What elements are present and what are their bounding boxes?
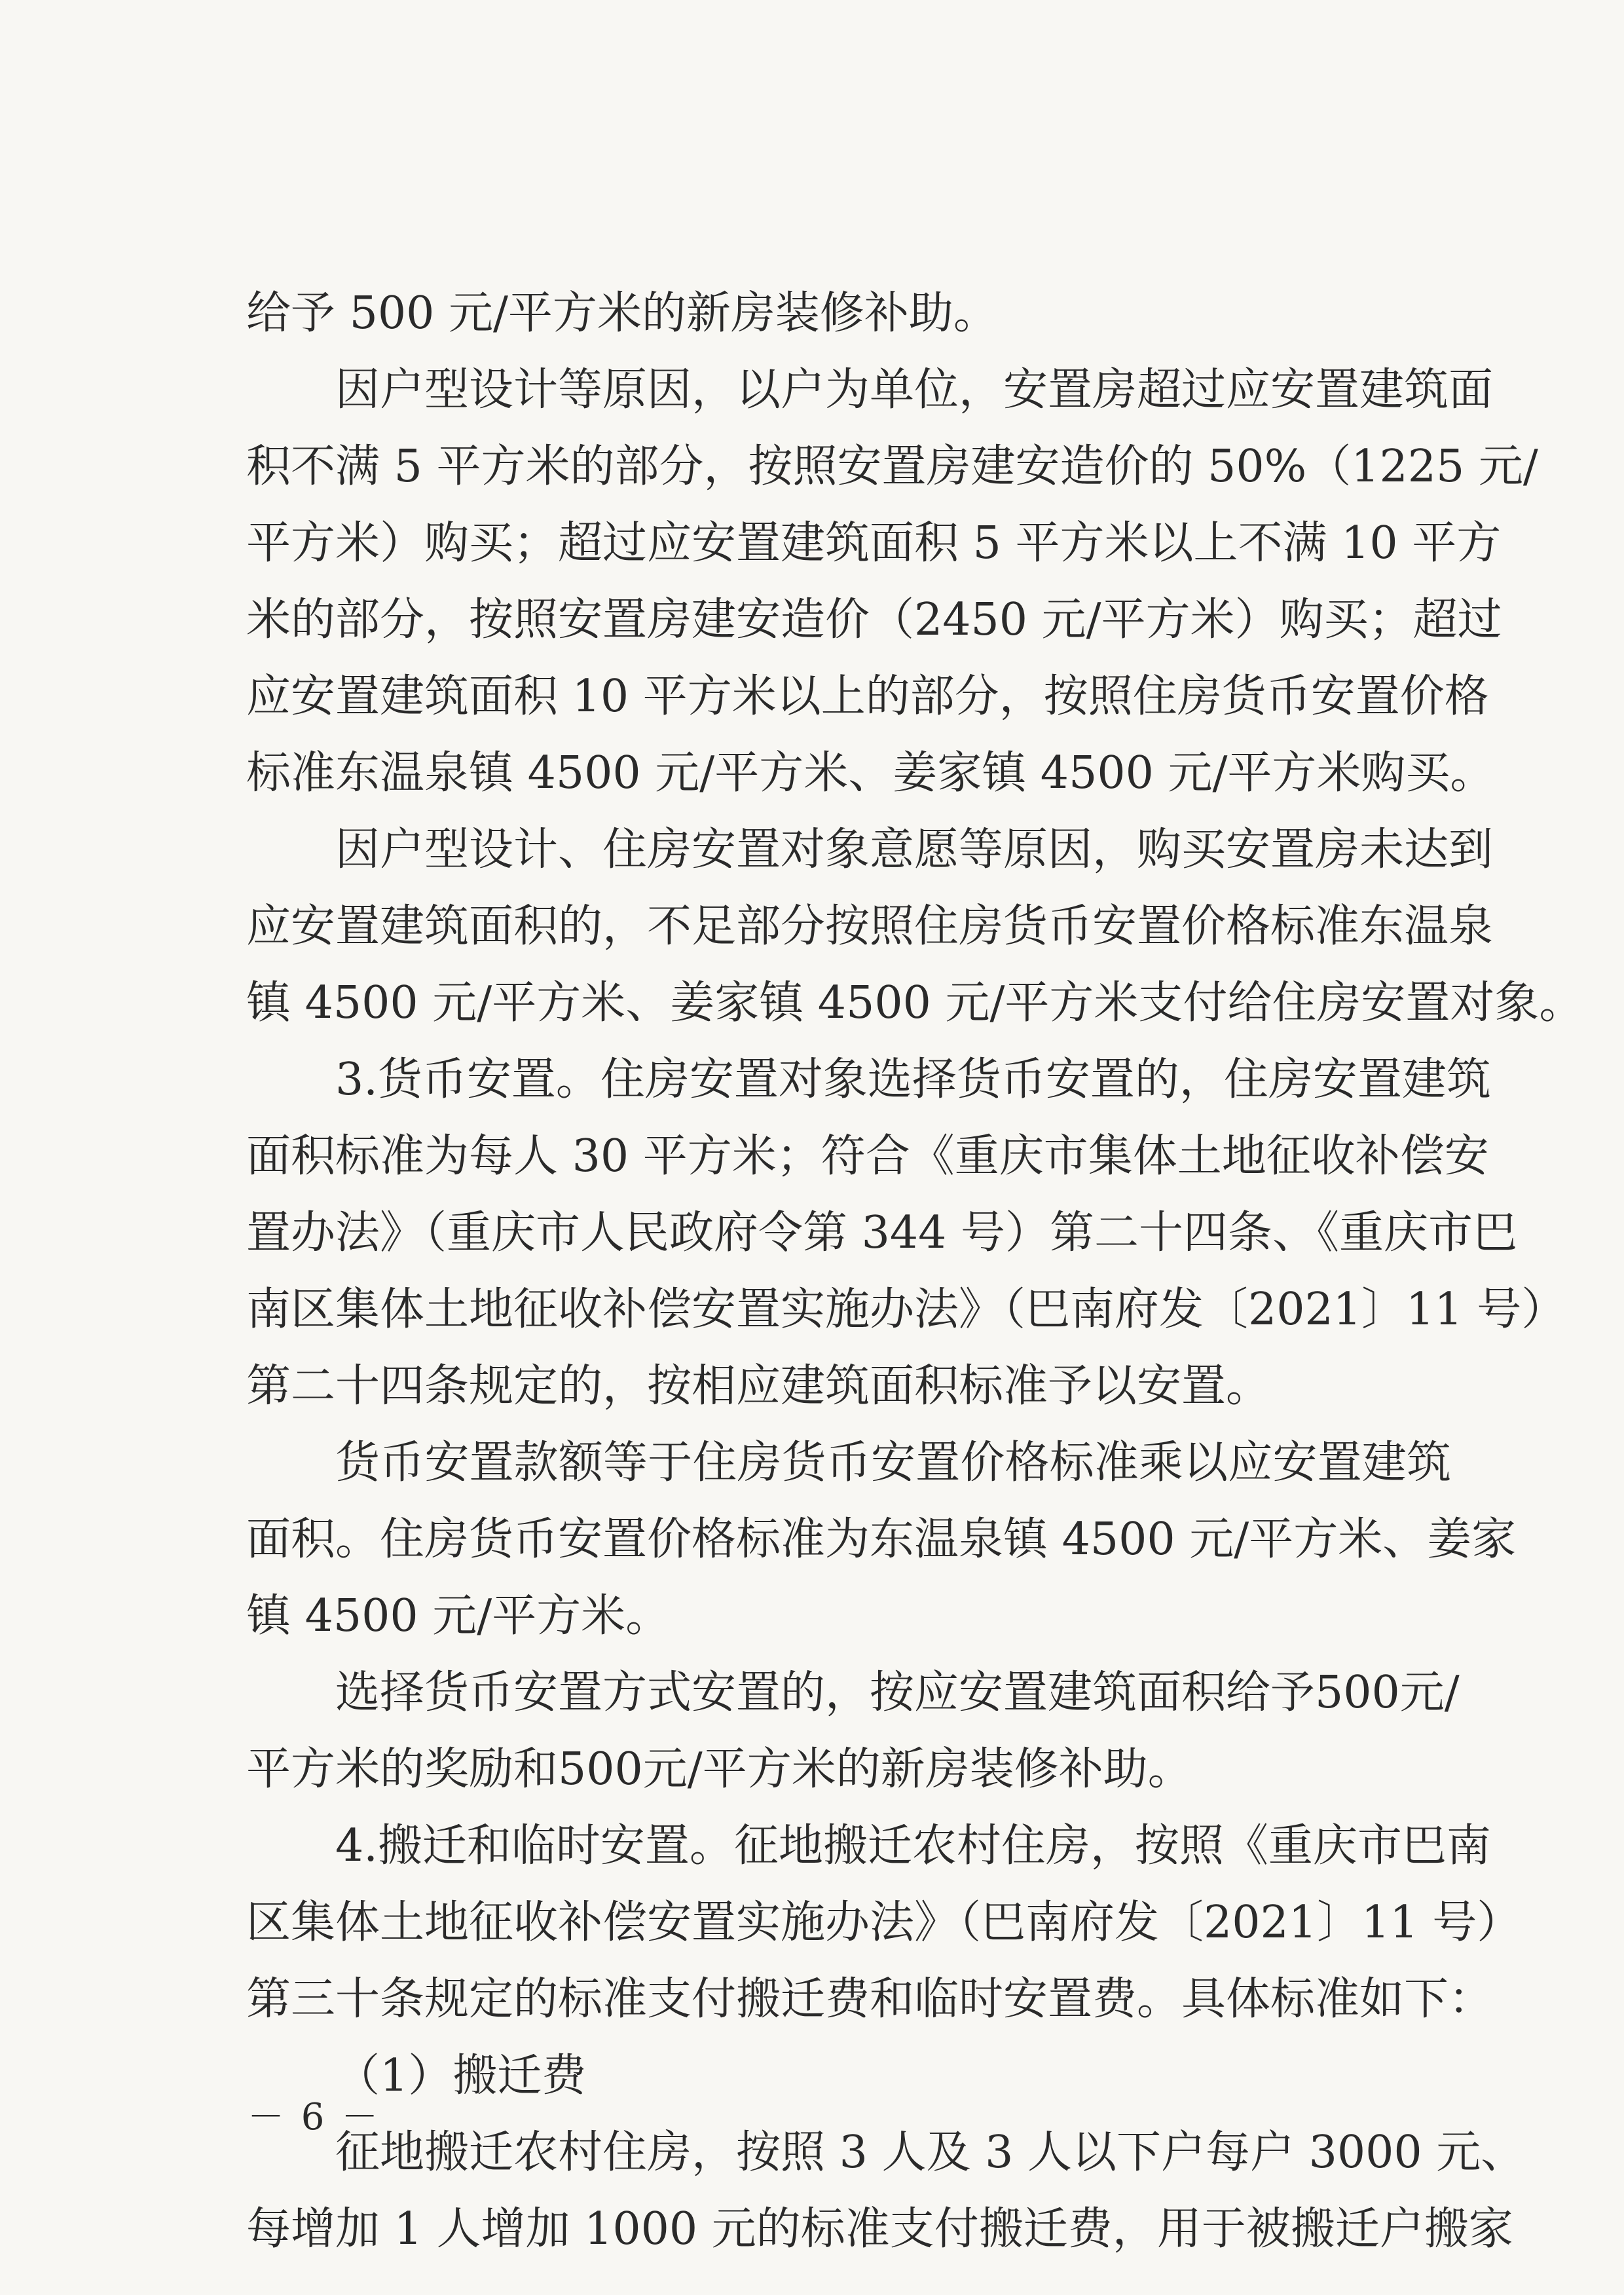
text-line: 平方米的奖励和500元/平方米的新房装修补助。 xyxy=(246,1744,1192,1795)
text-line: 第三十条规定的标准支付搬迁费和临时安置费。具体标准如下： xyxy=(246,1973,1494,2025)
page-number: － 6 － xyxy=(248,2096,381,2138)
text-line: 积不满 5 平方米的部分，按照安置房建安造价的 50%（1225 元/ xyxy=(246,441,1538,493)
text-line: 货币安置款额等于住房货币安置价格标准乘以应安置建筑 xyxy=(335,1437,1451,1489)
text-line: 第二十四条规定的，按相应建筑面积标准予以安置。 xyxy=(246,1360,1271,1412)
text-line: 给予 500 元/平方米的新房装修补助。 xyxy=(246,288,998,339)
text-line: 因户型设计等原因，以户为单位，安置房超过应安置建筑面 xyxy=(335,364,1494,416)
text-line: 选择货币安置方式安置的，按应安置建筑面积给予500元/ xyxy=(335,1667,1460,1719)
text-line: 平方米）购买；超过应安置建筑面积 5 平方米以上不满 10 平方 xyxy=(246,517,1502,569)
text-line: 面积。住房货币安置价格标准为东温泉镇 4500 元/平方米、姜家 xyxy=(246,1514,1517,1565)
text-line: 区集体土地征收补偿安置实施办法》（巴南府发〔2021〕11 号） xyxy=(246,1897,1522,1949)
text-line: 镇 4500 元/平方米。 xyxy=(246,1590,671,1642)
text-line: 每增加 1 人增加 1000 元的标准支付搬迁费，用于被搬迁户搬家 xyxy=(246,2203,1513,2255)
document-body xyxy=(246,275,1584,2267)
text-line: 3.货币安置。住房安置对象选择货币安置的，住房安置建筑 xyxy=(335,1054,1491,1106)
text-line: 因户型设计、住房安置对象意愿等原因，购买安置房未达到 xyxy=(335,824,1494,876)
text-line: 米的部分，按照安置房建安造价（2450 元/平方米）购买；超过 xyxy=(246,594,1502,646)
text-line: 应安置建筑面积的，不足部分按照住房货币安置价格标准东温泉 xyxy=(246,901,1494,952)
text-line: 面积标准为每人 30 平方米；符合《重庆市集体土地征收补偿安 xyxy=(246,1130,1489,1182)
text-line: 置办法》（重庆市人民政府令第 344 号）第二十四条、《重庆市巴 xyxy=(246,1207,1518,1259)
text-line: 征地搬迁农村住房，按照 3 人及 3 人以下户每户 3000 元、 xyxy=(335,2127,1526,2178)
text-line: 标准东温泉镇 4500 元/平方米、姜家镇 4500 元/平方米购买。 xyxy=(246,747,1495,799)
text-line: （1）搬迁费 xyxy=(335,2050,587,2102)
text-line: 南区集体土地征收补偿安置实施办法》（巴南府发〔2021〕11 号） xyxy=(246,1284,1566,1335)
text-line: 应安置建筑面积 10 平方米以上的部分，按照住房货币安置价格 xyxy=(246,671,1489,722)
text-line: 镇 4500 元/平方米、姜家镇 4500 元/平方米支付给住房安置对象。 xyxy=(246,977,1584,1029)
text-line: 4.搬迁和临时安置。征地搬迁农村住房，按照《重庆市巴南 xyxy=(335,1820,1491,1872)
